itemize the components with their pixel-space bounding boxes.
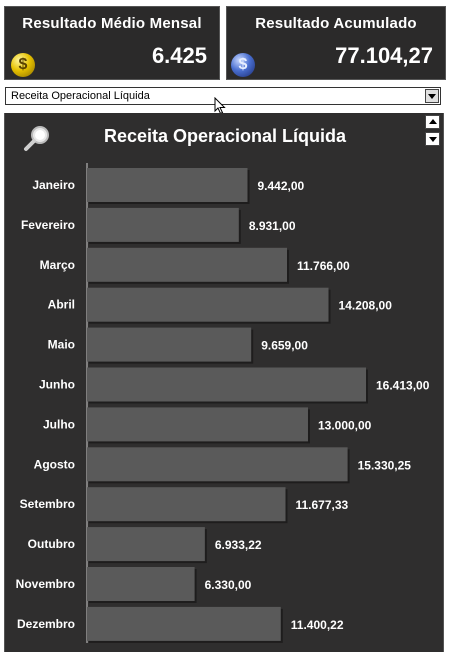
- chart-title: Receita Operacional Líquida: [103, 126, 347, 146]
- category-label: Julho: [43, 417, 75, 432]
- data-label: 13.000,00: [317, 418, 372, 433]
- bar-fevereiro[interactable]: [87, 208, 239, 242]
- data-label: 16.413,00: [376, 378, 430, 393]
- bar-maio[interactable]: [87, 328, 251, 362]
- bar-janeiro[interactable]: [87, 168, 248, 202]
- data-label: 14.208,00: [338, 298, 392, 313]
- kpi-value: 6.425: [151, 43, 207, 68]
- kpi-value: 77.104,27: [335, 43, 433, 68]
- category-label: Fevereiro: [20, 217, 75, 232]
- data-label: 6.933,22: [214, 538, 262, 553]
- kpi-title: Resultado Acumulado: [255, 15, 417, 32]
- category-label: Junho: [39, 377, 75, 392]
- bar-abril[interactable]: [87, 288, 329, 322]
- data-label: 15.330,25: [357, 458, 411, 473]
- category-label: Setembro: [19, 497, 75, 512]
- category-label: Janeiro: [32, 178, 75, 192]
- gold-dollar-coin-icon: $: [11, 53, 35, 77]
- data-label: 6.330,00: [204, 578, 252, 592]
- data-label: 9.659,00: [261, 338, 308, 353]
- bar-julho[interactable]: [87, 407, 308, 441]
- blue-dollar-coin-icon: $: [231, 53, 255, 77]
- bar-outubro[interactable]: [87, 527, 205, 561]
- bar-chart: [5, 113, 445, 652]
- bar-novembro[interactable]: [87, 567, 195, 601]
- category-label: Abril: [47, 297, 75, 312]
- data-label: 9.442,00: [257, 179, 305, 193]
- data-label: 11.766,00: [297, 258, 350, 273]
- category-label: Março: [39, 257, 75, 272]
- category-label: Outubro: [27, 537, 75, 552]
- chart-panel: [4, 113, 444, 652]
- category-label: Maio: [47, 337, 75, 352]
- bar-março[interactable]: [87, 248, 287, 282]
- bar-agosto[interactable]: [87, 447, 348, 481]
- dropdown-arrow-icon[interactable]: [425, 89, 439, 103]
- bar-setembro[interactable]: [87, 487, 285, 521]
- metric-dropdown-value: Receita Operacional Líquida: [11, 90, 150, 102]
- kpi-card-monthly-average: [4, 6, 220, 80]
- data-label: 8.931,00: [248, 218, 296, 233]
- category-label: Agosto: [33, 457, 75, 472]
- bar-junho[interactable]: [87, 368, 366, 402]
- kpi-card-accumulated: [226, 6, 446, 80]
- category-label: Dezembro: [16, 616, 75, 631]
- data-label: 11.677,33: [295, 498, 349, 513]
- category-label: Novembro: [15, 577, 75, 591]
- kpi-title: Resultado Médio Mensal: [22, 15, 202, 32]
- data-label: 11.400,22: [290, 617, 344, 632]
- bar-dezembro[interactable]: [87, 607, 281, 641]
